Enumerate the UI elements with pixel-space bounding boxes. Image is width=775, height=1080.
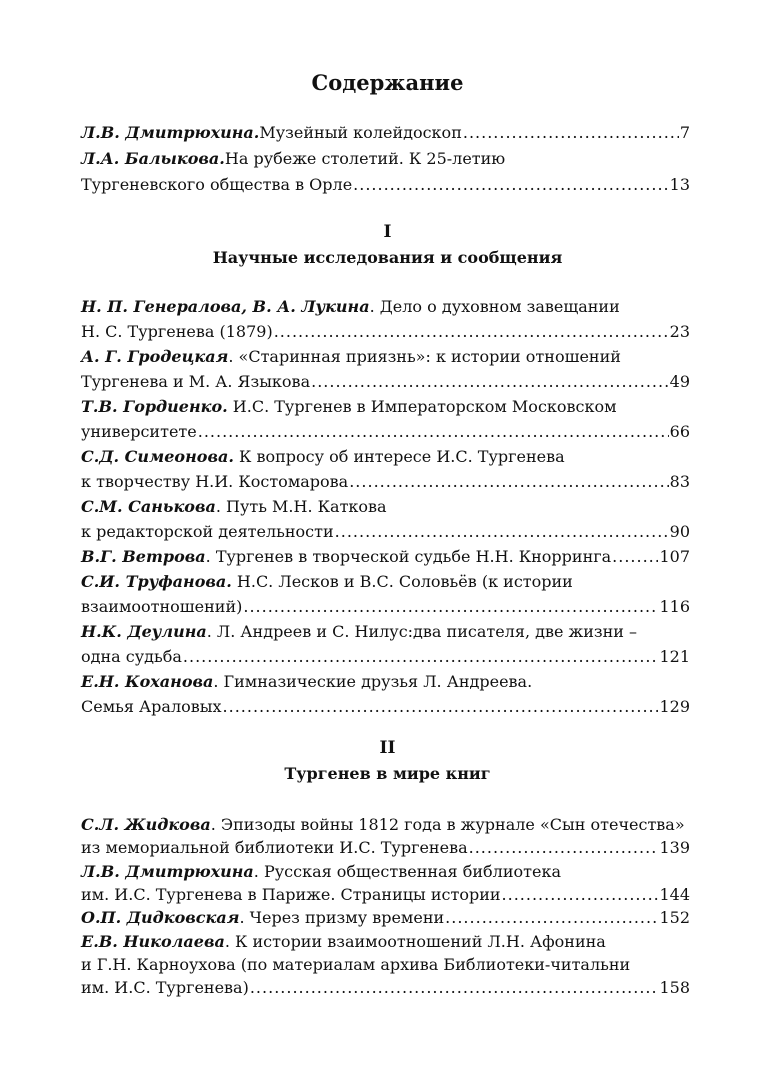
toc-entry-line bbox=[81, 669, 690, 695]
entry-author: Н.К. Деулина bbox=[81, 622, 207, 641]
entry-title-text: Музейный колейдоскоп bbox=[259, 123, 462, 142]
dot-leader bbox=[250, 975, 659, 1001]
dot-leader bbox=[243, 594, 658, 620]
toc-entry-line bbox=[81, 319, 690, 345]
entry-page-number: 158 bbox=[659, 978, 690, 998]
dot-leader bbox=[502, 882, 659, 908]
dot-leader bbox=[223, 694, 659, 720]
toc-entry-line bbox=[81, 569, 690, 595]
entry-title-text: На рубеже столетий. К 25-летию bbox=[224, 149, 506, 168]
toc-entry-line bbox=[81, 519, 690, 545]
toc-entry-line bbox=[81, 619, 690, 645]
entry-page-number: 7 bbox=[679, 123, 690, 142]
entry-title-text: . Л. Андреев и С. Нилус:два писателя, две жизни – bbox=[206, 622, 638, 641]
section-1-number: I bbox=[383, 222, 392, 242]
entry-page-number: 66 bbox=[669, 422, 690, 441]
dot-leader bbox=[183, 644, 659, 670]
page-title: Содержание bbox=[311, 70, 464, 95]
dot-leader bbox=[612, 544, 658, 570]
entry-author: С.Д. Симеонова. bbox=[81, 447, 234, 466]
entry-author: С.М. Санькова bbox=[81, 497, 216, 516]
entry-title-text: . Дело о духовном завещании bbox=[369, 297, 620, 316]
toc-entry-line bbox=[81, 444, 690, 470]
toc-entry-line bbox=[81, 644, 690, 670]
toc-entry-line bbox=[81, 929, 690, 955]
entry-author: О.П. Дидковская bbox=[81, 908, 240, 928]
dot-leader bbox=[469, 835, 659, 861]
toc-entry-line bbox=[81, 544, 690, 570]
entry-author: Е.В. Николаева bbox=[81, 931, 225, 951]
entry-title-text: . Эпизоды войны 1812 года в журнале «Сын отечества» bbox=[210, 815, 685, 834]
entry-author: А. Г. Гродецкая bbox=[81, 347, 229, 366]
entry-title-text: одна судьба bbox=[81, 647, 182, 666]
dot-leader bbox=[335, 519, 669, 545]
entry-author: Л.А. Балыкова. bbox=[81, 149, 225, 168]
entry-title-text: К вопросу об интересе И.С. Тургенева bbox=[233, 447, 565, 466]
toc-entry-line bbox=[81, 344, 690, 370]
toc-entry-line bbox=[81, 369, 690, 395]
entry-page-number: 107 bbox=[659, 547, 690, 566]
entry-title-text: . К истории взаимоотношений Л.Н. Афонина bbox=[224, 931, 606, 951]
dot-leader bbox=[349, 469, 668, 495]
entry-title-text: им. И.С. Тургенева) bbox=[81, 978, 249, 998]
entry-title-text: . Через призму времени bbox=[239, 908, 445, 928]
dot-leader bbox=[274, 319, 669, 345]
dot-leader bbox=[463, 120, 679, 146]
entry-author: С.Л. Жидкова bbox=[81, 815, 211, 834]
toc-entry-line bbox=[81, 859, 690, 885]
entry-title-text: взаимоотношений) bbox=[81, 597, 243, 616]
entry-page-number: 139 bbox=[659, 838, 690, 858]
toc-entry-line bbox=[81, 594, 690, 620]
entry-page-number: 152 bbox=[659, 908, 690, 928]
toc-entry-line bbox=[81, 835, 690, 861]
toc-entry-line bbox=[81, 294, 690, 320]
entry-title-text: к творчеству Н.И. Костомарова bbox=[81, 472, 349, 491]
toc-entry-line bbox=[81, 905, 690, 931]
toc-entry-line bbox=[81, 146, 690, 172]
toc-entry-line bbox=[81, 952, 690, 978]
entry-author: С.И. Труфанова. bbox=[81, 572, 232, 591]
entry-title-text: им. И.С. Тургенева в Париже. Страницы истории bbox=[81, 884, 501, 904]
dot-leader bbox=[445, 905, 658, 931]
entry-page-number: 23 bbox=[669, 322, 690, 341]
entry-page-number: 144 bbox=[659, 884, 690, 904]
toc-entry-line bbox=[81, 172, 690, 198]
entry-page-number: 49 bbox=[669, 372, 690, 391]
toc-entry-line bbox=[81, 120, 690, 146]
toc-entry-line bbox=[81, 882, 690, 908]
entry-title-text: . Гимназические друзья Л. Андреева. bbox=[213, 672, 533, 691]
section-2-number: II bbox=[379, 738, 396, 758]
entry-title-text: Тургеневского общества в Орле bbox=[81, 175, 353, 194]
entry-author: В.Г. Ветрова bbox=[81, 547, 206, 566]
entry-title-text: . Путь М.Н. Каткова bbox=[215, 497, 387, 516]
entry-page-number: 116 bbox=[659, 597, 690, 616]
toc-entry-line bbox=[81, 394, 690, 420]
entry-author: Л.В. Дмитрюхина. bbox=[81, 123, 260, 142]
dot-leader bbox=[353, 172, 668, 198]
toc-entry-line bbox=[81, 812, 690, 838]
entry-title-text: из мемориальной библиотеки И.С. Тургенева bbox=[81, 838, 468, 858]
dot-leader bbox=[198, 419, 669, 445]
entry-title-text: Н.С. Лесков и В.С. Соловьёв (к истории bbox=[231, 572, 573, 591]
entry-title-text: . Русская общественная библиотека bbox=[253, 861, 561, 881]
entry-title-text: . «Старинная приязнь»: к истории отношений bbox=[228, 347, 621, 366]
entry-author: Т.В. Гордиенко. bbox=[81, 397, 228, 416]
entry-title-text: И.С. Тургенев в Императорском Московском bbox=[227, 397, 617, 416]
entry-page-number: 90 bbox=[669, 522, 690, 541]
entry-title-text: к редакторской деятельности bbox=[81, 522, 334, 541]
toc-entry-line bbox=[81, 494, 690, 520]
entry-page-number: 121 bbox=[659, 647, 690, 666]
section-1-title: Научные исследования и сообщения bbox=[212, 248, 563, 267]
entry-title-text: и Г.Н. Карноухова (по материалам архива Библиотеки-читальни bbox=[81, 954, 631, 974]
entry-author: Л.В. Дмитрюхина bbox=[81, 861, 254, 881]
entry-title-text: . Тургенев в творческой судьбе Н.Н. Кнорринга bbox=[205, 547, 612, 566]
dot-leader bbox=[311, 369, 669, 395]
entry-title-text: университете bbox=[81, 422, 197, 441]
entry-author: Н. П. Генералова, В. А. Лукина bbox=[81, 297, 370, 316]
entry-page-number: 129 bbox=[659, 697, 690, 716]
toc-entry-line bbox=[81, 469, 690, 495]
entry-title-text: Семья Араловых bbox=[81, 697, 222, 716]
entry-author: Е.Н. Коханова bbox=[81, 672, 214, 691]
section-2-title: Тургенев в мире книг bbox=[284, 764, 491, 783]
toc-entry-line bbox=[81, 419, 690, 445]
entry-page-number: 13 bbox=[669, 175, 690, 194]
entry-title-text: Тургенева и М. А. Языкова bbox=[81, 372, 311, 391]
entry-title-text: Н. С. Тургенева (1879) bbox=[81, 322, 273, 341]
toc-entry-line bbox=[81, 975, 690, 1001]
toc-entry-line bbox=[81, 694, 690, 720]
entry-page-number: 83 bbox=[669, 472, 690, 491]
